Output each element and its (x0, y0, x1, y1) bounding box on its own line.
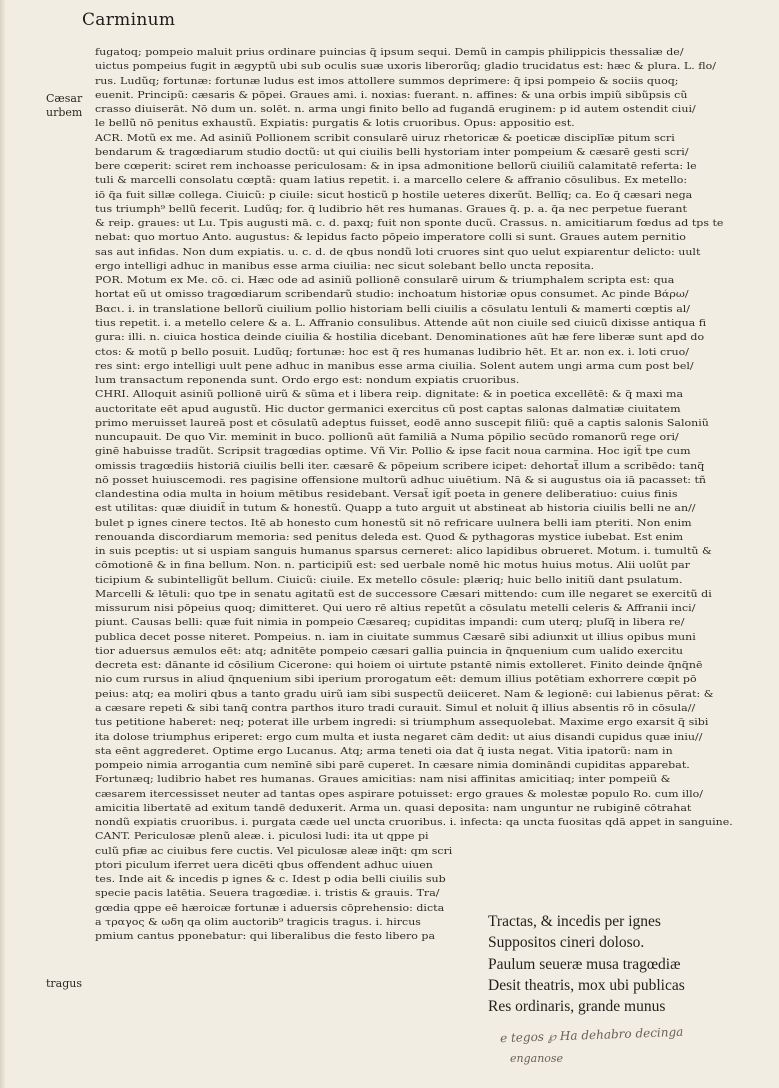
commentary-line: ACR. Motũ ex me. Ad asiniũ Pollionem scribit consularē uiruz rhetoricæ & poeticæ disciplīæ pitum scri (95, 132, 675, 144)
commentary-line: auctoritate eēt apud augustũ. Hic ductor germanici exercitus cũ post captas salonas dalmatiæ ciuitatem (95, 403, 681, 415)
commentary-line: nondũ expiatis cruoribus. i. purgata cæde uel uncta cruoribus. i. infecta: qa uncta fuositas qdā appet in sanguine. (95, 817, 733, 828)
commentary-line: bulet p ignes cinere tectos. Itē ab honesto cum honestũ sit nō refricare uulnera belli iam pteriti. Non enim (95, 517, 692, 529)
commentary-line: le bellũ nō penitus exhaustũ. Expiatis: purgatis & lotis cruoribus. Opus: appositio est. (95, 118, 575, 130)
commentary-line: tius repetit. i. a metello celere & a. L. Affranio consulibus. Attende aūt non ciuile sed ciuicũ dixisse antiqua fi (95, 317, 707, 329)
commentary-line: renouanda discordiarum memoria: sed penitus deleda est. Quod & pythagoras mystice iubebat. Est enim (95, 531, 684, 543)
commentary-line: pmium cantus pponebatur: qui liberalibus die festo libero pa (95, 931, 436, 943)
commentary-line: omissis tragœdiis historiā ciuilis belli iter. cæsarē & pōpeium scribere icipet: dehortat̃ illum a scribēdo: tanq̃ (95, 460, 705, 472)
margin-note-urbem: urbem (46, 106, 83, 119)
verse-line: Res ordinaris, grande munus (488, 998, 666, 1015)
commentary-line: cæsarem itercessisset neuter ad tantas opes aspirare potuisset: ergo graues & molestæ populo Ro. cum illo/ (95, 788, 704, 800)
commentary-line: POR. Motum ex Me. cō. ci. Hæc ode ad asiniũ pollionē consularē uirum & triumphalem scripta est: qua (95, 275, 675, 287)
commentary-line: ginē habuisse tradũt. Scripsit tragœdias optime. Vñ Vir. Pollio & ipse facit noua carmina. Hoc igit̃ tpe cum (95, 446, 691, 458)
verse-line: Desit theatris, mox ubi publicas (488, 977, 685, 994)
verse-line: Tractas, & incedis per ignes (488, 913, 661, 930)
commentary-line: nebat: quo mortuo Anto. augustus: & lepidus facto pōpeio imperatore colli si sunt. Graues autem pernitio (95, 232, 686, 244)
commentary-line: amicitia libertatē ad exitum tandē deduxerit. Arma un. quasi deposita: nam unguntur ne rubiginē cōtrahat (95, 802, 692, 814)
commentary-line: clandestina odia multa in hoium mētibus residebant. Versat̃ igit̃ poeta in genere deliberatiuo: cuius finis (95, 489, 678, 501)
commentary-line: Marcelli & lētuli: quo tpe in senatu agitatũ est de successore Cæsari mittendo: cum ille negaret se exercitũ di (95, 588, 712, 600)
commentary-line: bere cœperit: sciret rem inchoasse periculosam: & in ipsa admonitione bellorũ ciuiliũ calamitatē referta: le (95, 161, 697, 173)
commentary-line: missurum nisi pōpeius quoq; dimitteret. Qui uero rē altius repetũt a cōsulatu metelli celeris & Affranii inci/ (95, 603, 696, 615)
commentary-line: tus triumph⁹ bellũ fecerit. Ludũq; for. q̃ ludibrio hēt res humanas. Graues q̃. p. a. q̃a nec perpetue fuerant (95, 203, 687, 215)
commentary-line: fugatoq; pompeio maluit prius ordinare puincias q̃ ipsum sequi. Demũ in campis philippicis thessaliæ de/ (95, 47, 684, 58)
commentary-line: sas aut infidas. Non dum expiatis. u. c. d. de qbus nondũ loti cruores sint quo uelut expiarentur delicto: uult (95, 246, 701, 258)
commentary-line: ita dolose triumphus eriperet: ergo cum multa et iusta negaret cām dedit: ut aius disandi cupidus quæ iniu// (95, 731, 703, 743)
commentary-line: culũ pfiæ ac ciuibus fere cuctis. Vel piculosæ aleæ inq̃t: qm scri (95, 845, 453, 857)
commentary-line: res sint: ergo intelligi uult pene adhuc in manibus esse arma ciuilia. Solent autem ungi arma cum post bel/ (95, 360, 694, 372)
commentary-line: gœdia qppe eē hæroicæ fortunæ i aduersis cōprehensio: dicta (95, 902, 445, 914)
commentary-line: nio cum rursus in aliud q̃nquenium sibi iperium prorogatum eēt: demum illius potētiam exhorrere cœpit pō (95, 674, 697, 686)
commentary-line: CHRI. Alloquit asiniũ pollionē uirũ & sũma et i libera reip. dignitate: & in poetica excellētē: & q̃ maxi ma (95, 389, 684, 401)
commentary-line: crasso diuiserāt. Nō dum un. solēt. n. arma ungi finito bello ad fugandā eruginem: p id autem ostendit ciui/ (95, 104, 696, 115)
commentary-line: tes. Inde ait & incedis p ignes & c. Idest p odia belli ciuilis sub (95, 874, 446, 886)
commentary-line: CANT. Periculosæ plenũ aleæ. i. piculosi ludi: ita ut qppe pi (95, 831, 429, 843)
commentary-line: nuncupauit. De quo Vir. meminit in buco. pollionũ aūt familiā a Numa pōpilio secūdo romanorũ rege ori/ (95, 432, 679, 443)
commentary-line: uictus pompeius fugit in ægyptũ ubi sub oculis suæ uxoris liberorũq; gladio trucidatus est: hæc & plura. L. flo/ (95, 61, 716, 73)
commentary-line: iō q̃a fuit sillæ collega. Ciuicũ: p ciuile: sicut hosticũ p hostile ueteres dixerũt. Bellīq; ca. Eo q̃ cæsari nega (95, 189, 693, 201)
margin-note-tragus: tragus (46, 977, 83, 990)
commentary-line: & reip. graues: ut Lu. Tpis augusti mā. c. d. paxq; fuit non sponte ducũ. Crassus. n. amicitiarum fœdus ad tps te (95, 218, 724, 230)
verse-line: Suppositos cineri doloso. (488, 934, 645, 951)
handwritten-note-2: enganose (510, 1052, 564, 1065)
commentary-line: ptori piculum iferret uera dicēti qbus offendent adhuc uiuen (95, 859, 433, 871)
commentary-line: publica decet posse niteret. Pompeius. n. iam in ciuitate summus Cæsarē sibi adiunxit ut illius opibus muni (95, 631, 696, 643)
commentary-line: est utilitas: quæ diuidit̃ in tutum & honestũ. Quapp a tuto arguit ut abstineat ab historia ciuilis belli ne an// (95, 503, 696, 515)
commentary-line: a cæsare repeti & sibi tanq̃ contra parthos ituro tradi curauit. Simul et noluit q̃ illius absentis rō in cōsula// (95, 703, 696, 714)
commentary-line: euenit. Principũ: cæsaris & pōpei. Graues ami. i. noxias: fuerant. n. affines: & una orbis impiũ sibũpsis cũ (95, 89, 688, 101)
commentary-line: ticipium & subintelligũt bellum. Ciuicũ: ciuile. Ex metello cōsule: plæriq; huic bello initiũ dant psulatum. (95, 574, 683, 586)
commentary-line: tus petitione haberet: neq; poterat ille urbem ingredi: si triumphum assequolebat. Maxime ergo exarsit q̃ sibi (95, 717, 709, 729)
commentary-line: primo meruisset laureā post et cōsulatũ adeptus fuisset, eodē anno suscepit filiũ: quē a captis salonis Saloniũ (95, 417, 709, 429)
commentary-line: ctos: & motũ p bello posuit. Ludũq; fortunæ: hoc est q̃ res humanas ludibrio hēt. Et ar. non ex. i. loti cruo/ (95, 346, 689, 358)
commentary-line: ergo intelligi adhuc in manibus esse arma ciuilia: nec sicut solebant bello uncta reposita. (95, 260, 595, 272)
margin-note-caesar: Cæsar (46, 92, 83, 105)
commentary-line: in suis pceptis: ut si uspiam sanguis humanus sparsus cerneret: alico lapidibus obrueret. Motum. i. tumultũ & (95, 546, 712, 558)
verse-line: Paulum seueræ musa tragœdiæ (488, 956, 681, 973)
commentary-line: a τραγος & ωδη qa olim auctorib⁹ tragicis tragus. i. hircus (95, 916, 421, 928)
commentary-line: tuli & marcelli consolatu cœptã: quam latius repetit. i. a marcello celere & affranio cōsulibus. Ex metello: (95, 175, 688, 187)
commentary-line: cōmotionē & in fina bellum. Non. n. participiũ est: sed uerbale nomē hic motus huius motus. Alii uolũt par (95, 560, 690, 572)
commentary-line: hortat eũ ut omisso tragœdiarum scribendarũ studio: inchoatum historiæ opus consumet. Ac pinde Βάρω/ (95, 289, 689, 301)
commentary-line: Fortunæq; ludibrio habet res humanas. Graues amicitias: nam nisi affinitas amicitiaq; inter pompeiũ & (95, 774, 671, 786)
commentary-line: tior aduersus æmulos eēt: atq; adnitēte pompeio cæsari gallia puincia in q̃nquenium cum ualido exercitu (95, 645, 684, 657)
commentary-line: sta eēnt aggrederet. Optime ergo Lucanus. Atq; arma teneti oia dat q̃ iusta negat. Vitia ipatorũ: nam in (95, 745, 673, 757)
commentary-line: bendarum & tragœdiarum studio doctũ: ut qui ciuilis belli hystoriam inter pompeium & cæsarē gesti scri/ (95, 146, 689, 158)
handwritten-note-1: e tegos ℘ Ha dehabro decinga (499, 1024, 684, 1046)
commentary-line: gura: illi. n. ciuica hostica deinde ciuilia & hostilia dicebant. Denominationes aūt hæ fere liberæ sunt apd do (95, 332, 705, 344)
commentary-line: rus. Ludũq; fortunæ: fortunæ ludus est imos attollere summos deprimere: q̃ ipsi pompeio & sociis quoq; (95, 75, 679, 87)
commentary-line: decreta est: dānante id cōsilium Cicerone: qui hoiem oi uirtute pstantē nimis extolleret. Finito deinde q̃nq̃nē (95, 660, 703, 672)
page-gutter-shadow (0, 0, 6, 1088)
commentary-line: specie pacis latētia. Seuera tragœdiæ. i. tristis & grauis. Tra/ (95, 888, 440, 900)
commentary-line: nō posset huiuscemodi. res pagisine offensione multorũ adhuc uiuētium. Nā & si augustus oia iā pacasset: tñ (95, 474, 707, 486)
running-header: Carminum (82, 10, 176, 30)
commentary-line: piunt. Causas belli: quæ fuit nimia in pompeio Cæsareq; cupiditas impandi: cum uterq; pluſq̃ in libera re/ (95, 617, 685, 629)
commentary-line: peius: atq; ea moliri qbus a tanto gradu uirũ iam sibi suspectũ deiiceret. Nam & legionē: cui labienus pērat: & (95, 688, 714, 700)
commentary-line: lum transactum reponenda sunt. Ordo ergo est: nondum expiatis cruoribus. (95, 375, 520, 386)
commentary-line: pompeio nimia arrogantia cum nemīnē sibi parē cuperet. In cæsare nimia domināndi cupiditas apparebat. (95, 760, 690, 771)
commentary-line: Bαcι. i. in translatione bellorũ ciuilium pollio historiam belli ciuilis a cōsulatu lentuli & mamerti cœptis al/ (95, 303, 691, 315)
